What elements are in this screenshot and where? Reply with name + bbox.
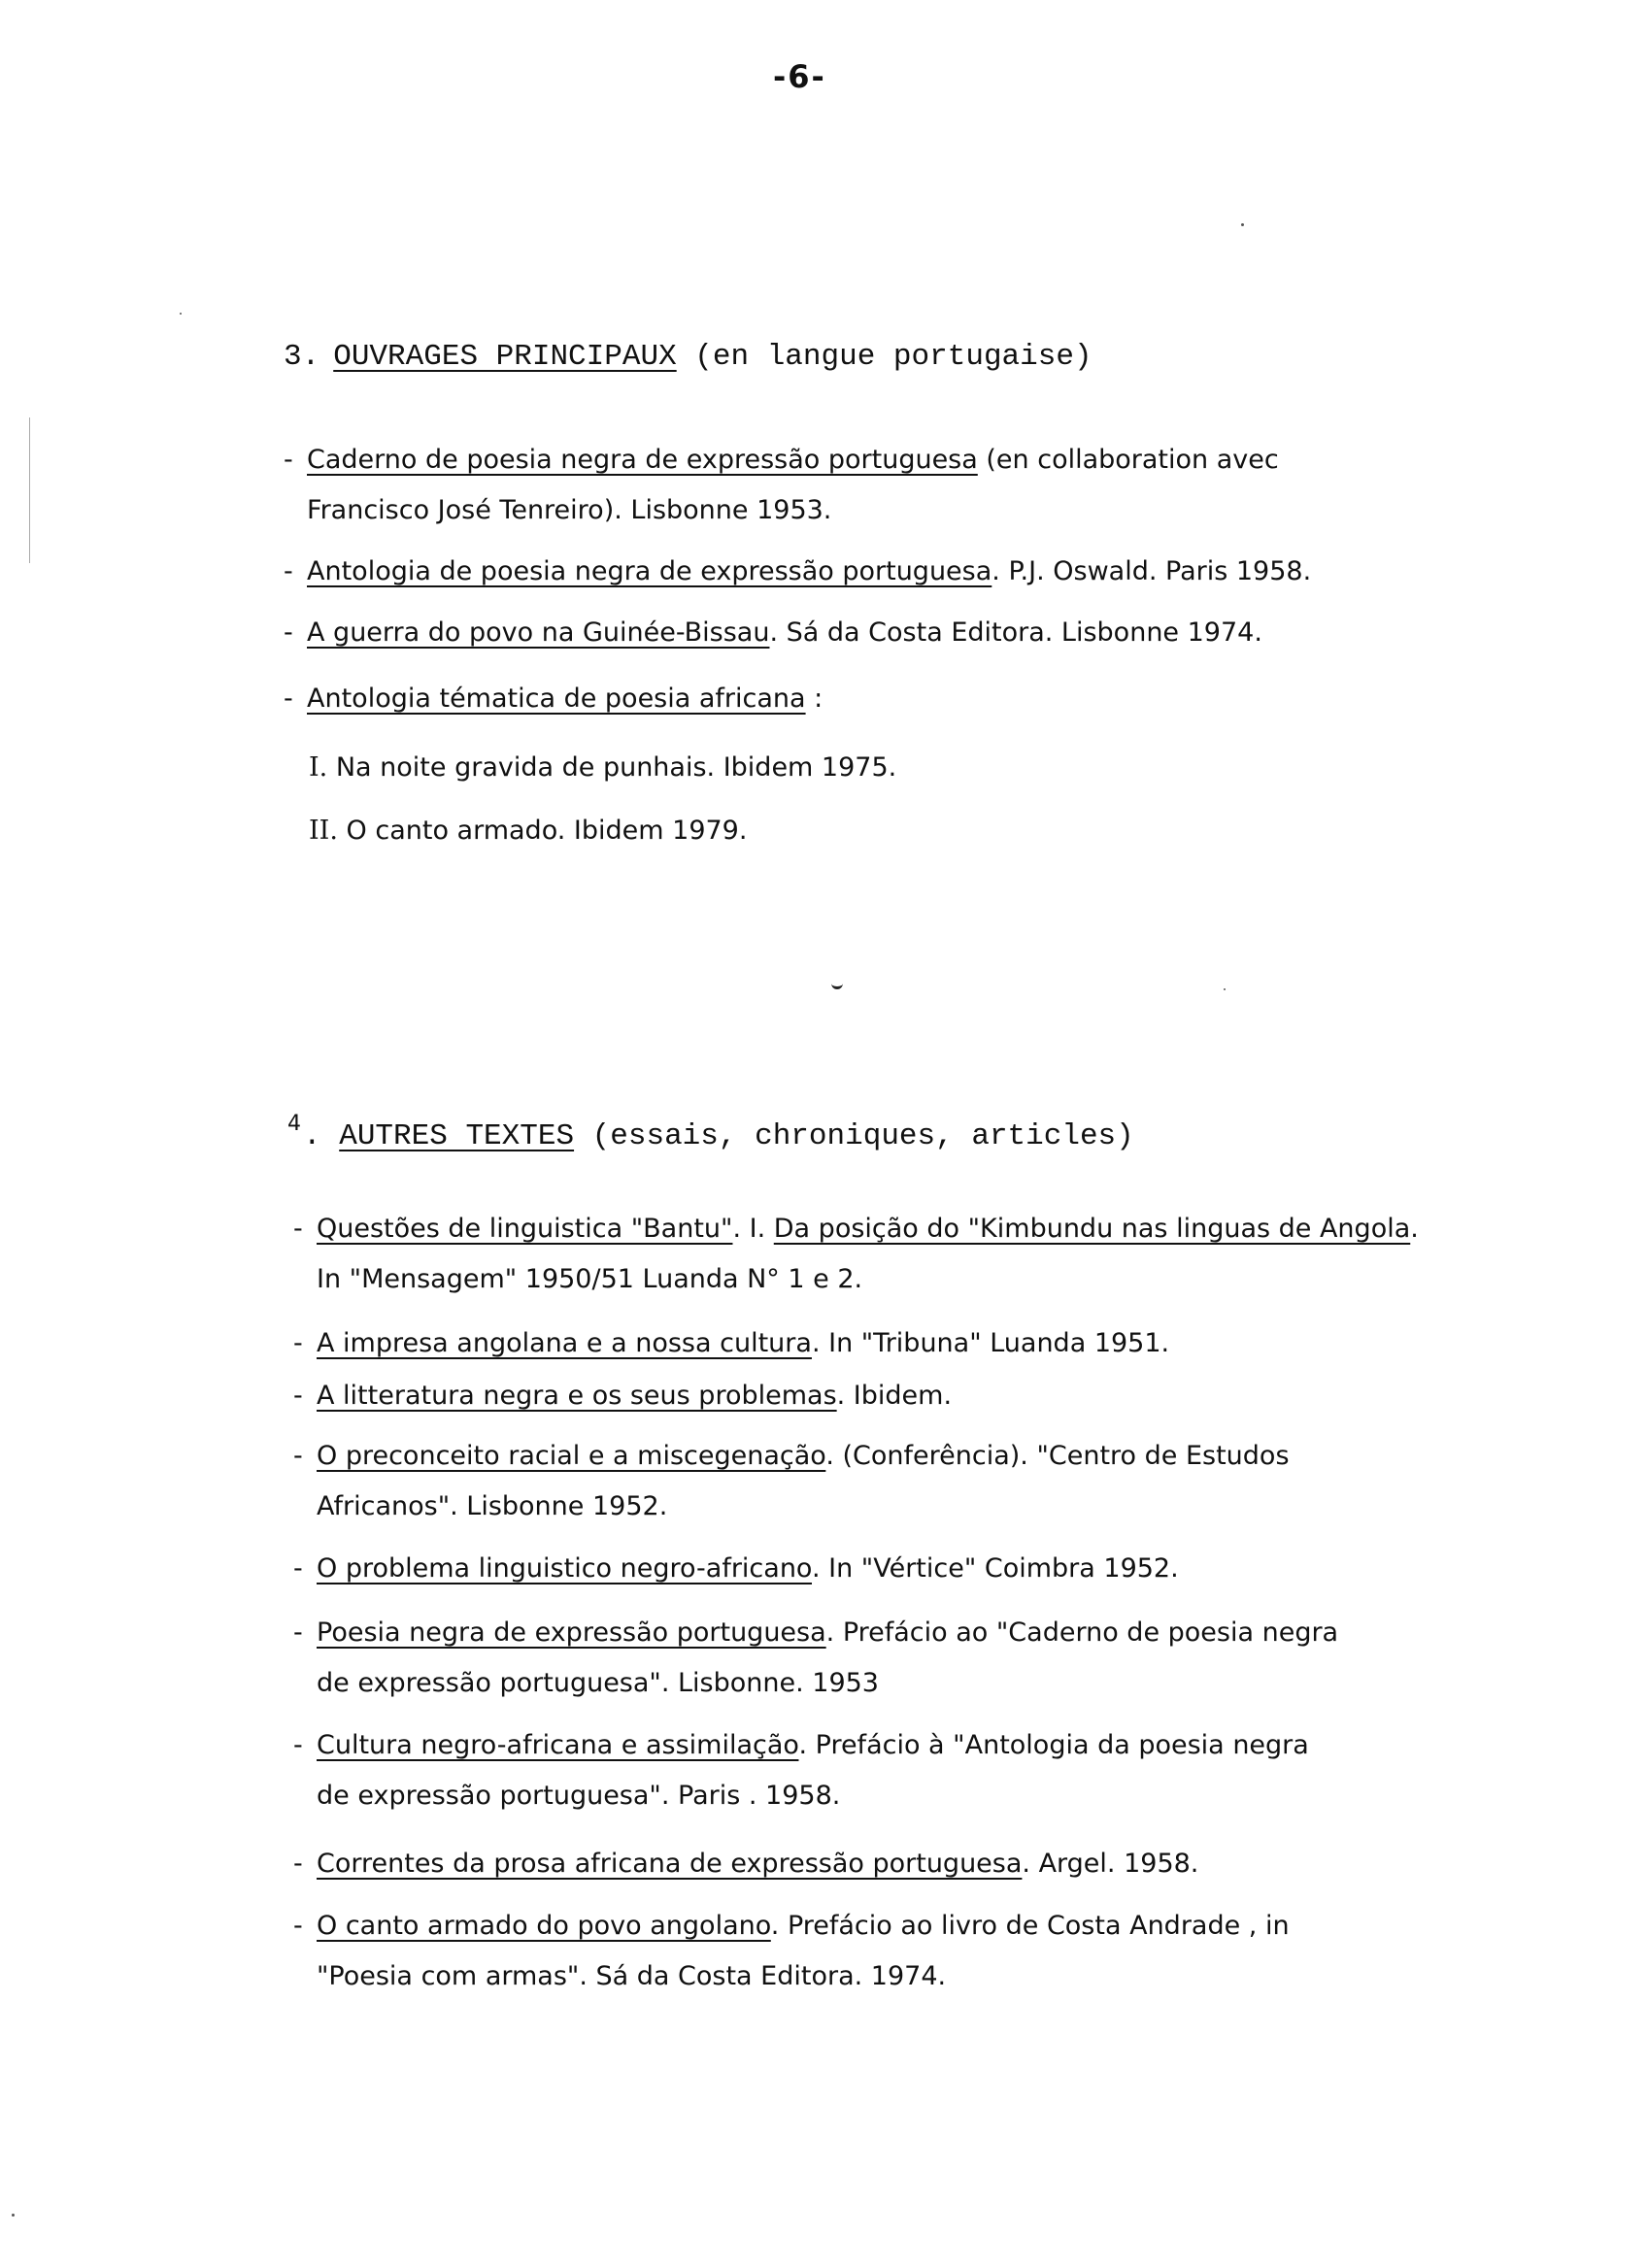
- list-item: - Caderno de poesia negra de expressão portuguesa (en collaboration avec Francisco José Tenreiro). Lisbonne 1953.: [284, 435, 1279, 536]
- work-details-continued: de expressão portuguesa". Paris . 1958.: [317, 1781, 841, 1811]
- work-title: Cultura negro-africana e assimilação: [317, 1730, 799, 1760]
- work-details: . Sá da Costa Editora. Lisbonne 1974.: [769, 617, 1262, 648]
- list-item: - O preconceito racial e a miscegenação. (Conferência). "Centro de Estudos Africanos". Lisbonne 1952.: [293, 1431, 1290, 1532]
- work-details: . (Conferência). "Centro de Estudos: [825, 1441, 1290, 1471]
- work-details: . In "Tribuna" Luanda 1951.: [811, 1328, 1170, 1358]
- work-details: . Prefácio à "Antologia da poesia negra: [798, 1730, 1309, 1760]
- work-details: . In "Vértice" Coimbra 1952.: [811, 1553, 1179, 1584]
- work-title: O preconceito racial e a miscegenação: [317, 1441, 826, 1471]
- scan-speck: [1241, 223, 1244, 226]
- section-number: 4: [287, 1112, 301, 1136]
- scan-speck: [1224, 988, 1226, 990]
- work-details-continued: "Poesia com armas". Sá da Costa Editora. 1974.: [317, 1961, 947, 1991]
- list-item: - A litteratura negra e os seus problemas. Ibidem.: [293, 1381, 953, 1411]
- list-item: - A impresa angolana e a nossa cultura. In "Tribuna" Luanda 1951.: [293, 1328, 1170, 1358]
- list-item: - Cultura negro-africana e assimilação. Prefácio à "Antologia da poesia negra de expressão portuguesa". Paris . 1958.: [293, 1720, 1309, 1821]
- work-details: (en collaboration avec: [977, 445, 1279, 475]
- volume-item: [309, 752, 896, 783]
- list-item: - O problema linguistico negro-africano. In "Vértice" Coimbra 1952.: [293, 1553, 1179, 1584]
- work-title: Correntes da prosa africana de expressão portuguesa: [317, 1849, 1023, 1879]
- work-details: . I.: [732, 1214, 774, 1244]
- volume-item: [309, 816, 747, 846]
- work-title: A guerra do povo na Guinée-Bissau: [307, 617, 770, 648]
- work-title: Questões de linguistica "Bantu": [317, 1214, 733, 1244]
- work-details: :: [805, 684, 824, 714]
- section-3-heading: [284, 340, 1092, 374]
- volume-text: Na noite gravida de punhais. Ibidem 1975.: [335, 752, 897, 783]
- work-title: Poesia negra de expressão portuguesa: [317, 1618, 826, 1648]
- work-details-continued: In "Mensagem" 1950/51 Luanda N° 1 e 2.: [317, 1264, 863, 1294]
- work-title: O problema linguistico negro-africano: [317, 1553, 812, 1584]
- work-title: Antologia tématica de poesia africana: [307, 684, 806, 714]
- list-item: - Questões de linguistica "Bantu". I. Da posição do "Kimbundu nas linguas de Angola. In "Mensagem" 1950/51 Luanda N° 1 e 2.: [293, 1204, 1419, 1305]
- section-number: 3.: [284, 340, 320, 374]
- scan-speck: [180, 313, 182, 315]
- work-details: . Prefácio ao livro de Costa Andrade , in: [770, 1911, 1290, 1941]
- stray-mark: [831, 981, 843, 989]
- work-title: O canto armado do povo angolano: [317, 1911, 771, 1941]
- work-details-continued: Africanos". Lisbonne 1952.: [317, 1491, 668, 1521]
- list-item: - Poesia negra de expressão portuguesa. Prefácio ao "Caderno de poesia negra de expressão portuguesa". Lisbonne. 1953: [293, 1608, 1338, 1709]
- scan-edge-mark: [29, 417, 30, 563]
- section-4-heading: $^4$. AUTRES TEXTES (essais, chroniques, articles): [287, 1112, 1134, 1153]
- section-title: AUTRES TEXTES: [339, 1119, 575, 1153]
- list-item: - Antologia tématica de poesia africana :: [284, 684, 824, 714]
- work-details: . Prefácio ao "Caderno de poesia negra: [825, 1618, 1339, 1648]
- work-subtitle: Da posição do "Kimbundu nas linguas de Angola: [773, 1214, 1411, 1244]
- volume-number: II.: [309, 816, 338, 846]
- page-number: -6-: [773, 58, 826, 95]
- work-details: . P.J. Oswald. Paris 1958.: [992, 556, 1312, 586]
- list-item: - Antologia de poesia negra de expressão portuguesa. P.J. Oswald. Paris 1958.: [284, 556, 1312, 586]
- section-subtitle: (en langue portugaise): [694, 340, 1092, 374]
- work-title: A litteratura negra e os seus problemas: [317, 1381, 837, 1411]
- scan-speck: [12, 2214, 15, 2217]
- list-item: - Correntes da prosa africana de expressão portuguesa. Argel. 1958.: [293, 1849, 1199, 1879]
- work-title: Antologia de poesia negra de expressão portuguesa: [307, 556, 992, 586]
- section-subtitle: (essais, chroniques, articles): [591, 1119, 1134, 1153]
- work-details-continued: de expressão portuguesa". Lisbonne. 1953: [317, 1668, 879, 1698]
- work-details: . Argel. 1958.: [1022, 1849, 1199, 1879]
- section-title: OUVRAGES PRINCIPAUX: [333, 340, 677, 374]
- list-item: - A guerra do povo na Guinée-Bissau. Sá da Costa Editora. Lisbonne 1974.: [284, 617, 1262, 648]
- work-title: A impresa angolana e a nossa cultura: [317, 1328, 812, 1358]
- volume-number: I.: [309, 752, 328, 783]
- volume-text: O canto armado. Ibidem 1979.: [346, 816, 748, 846]
- work-title: Caderno de poesia negra de expressão portuguesa: [307, 445, 978, 475]
- work-details: . Ibidem.: [836, 1381, 953, 1411]
- work-details-continued: Francisco José Tenreiro). Lisbonne 1953.: [307, 495, 832, 525]
- list-item: - O canto armado do povo angolano. Prefácio ao livro de Costa Andrade , in "Poesia com armas". Sá da Costa Editora. 1974.: [293, 1901, 1290, 2002]
